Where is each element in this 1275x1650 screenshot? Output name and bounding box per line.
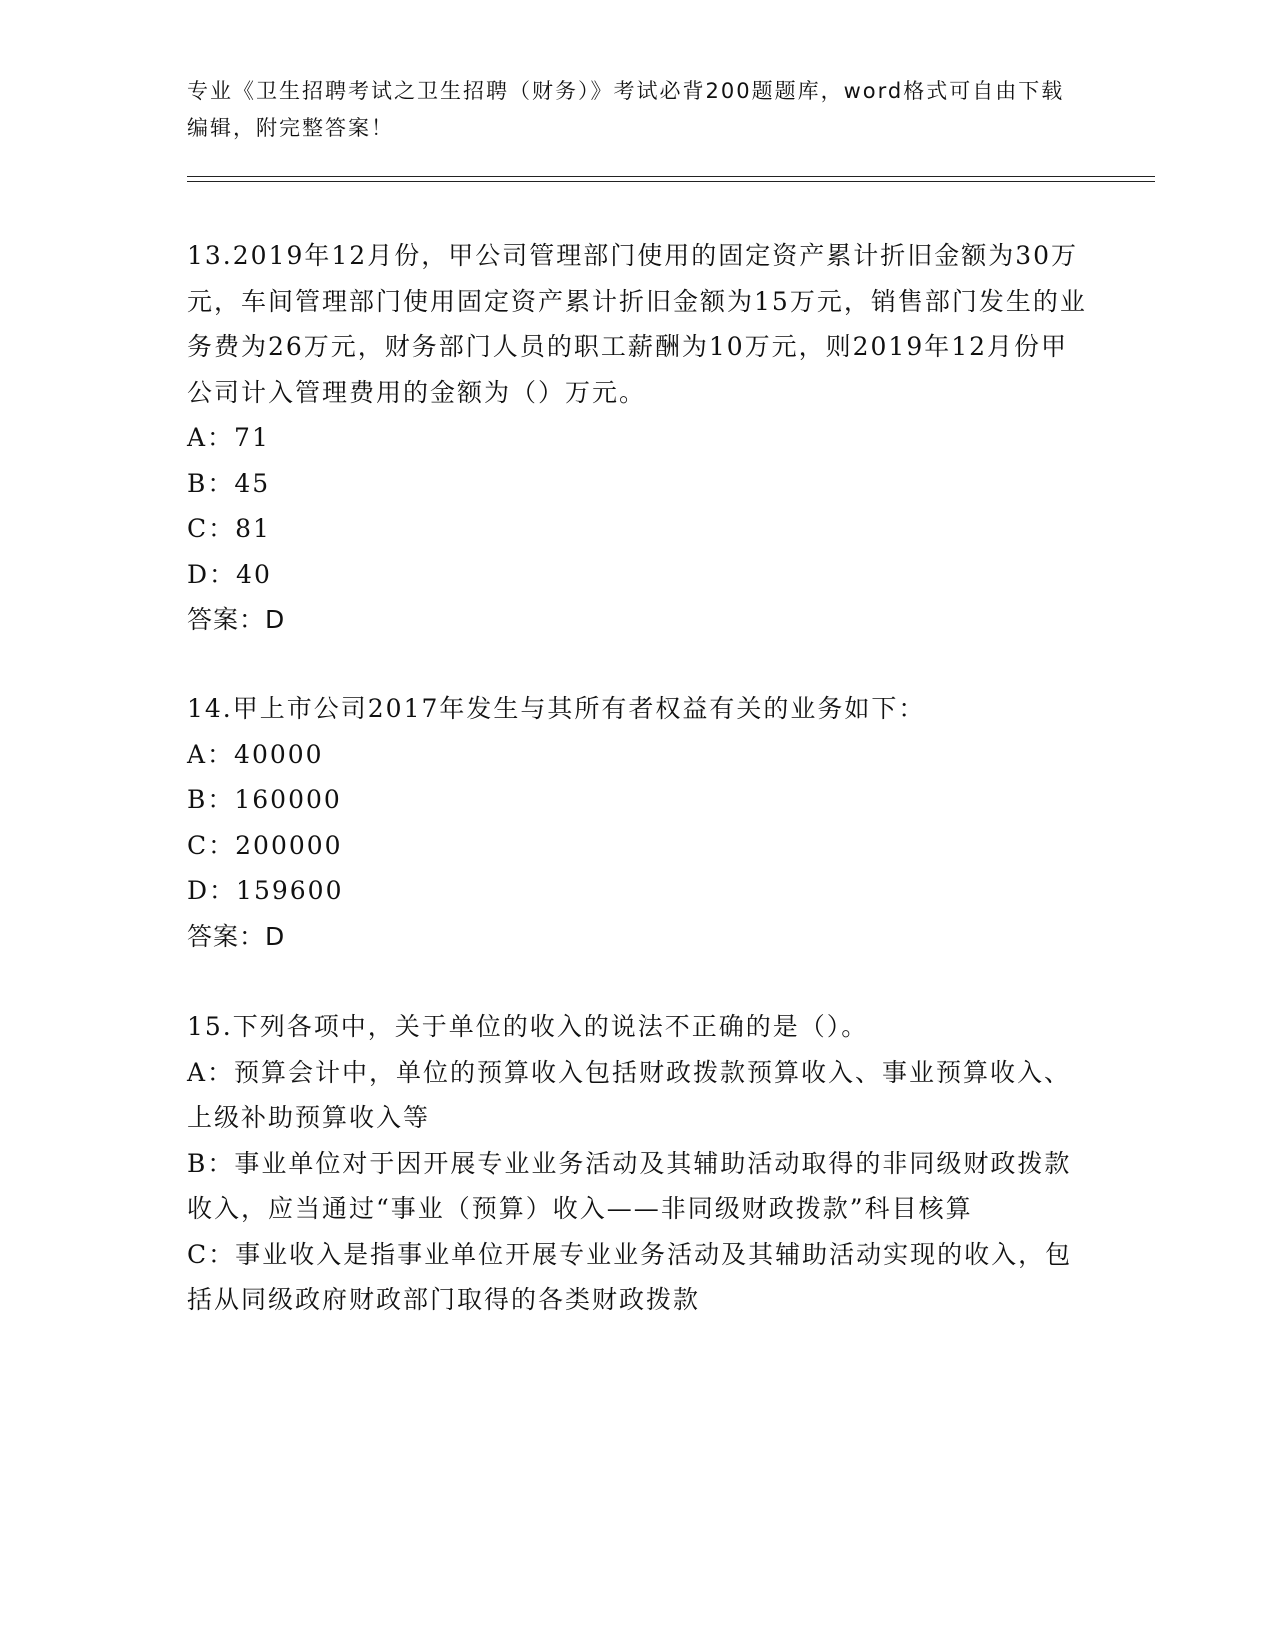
question-14 bbox=[187, 686, 1087, 959]
question-stem: 13.2019年12月份，甲公司管理部门使用的固定资产累计折旧金额为30万元，车间管理部门使用固定资产累计折旧金额为15万元，销售部门发生的业务费为26万元，财务部门人员的职工薪酬为10万元，则2019年12月份甲公司计入管理费用的金额为（）万元。 bbox=[187, 241, 1087, 407]
question-stem: 14.甲上市公司2017年发生与其所有者权益有关的业务如下： bbox=[187, 694, 926, 723]
page-header: 专业《卫生招聘考试之卫生招聘（财务）》考试必背200题题库，word格式可自由下载编辑，附完整答案！ bbox=[187, 79, 1065, 140]
question-13 bbox=[187, 233, 1087, 643]
option-b: B：45 bbox=[187, 468, 271, 498]
option-c: C：200000 bbox=[187, 830, 343, 860]
option-b: B：事业单位对于因开展专业业务活动及其辅助活动取得的非同级财政拨款收入，应当通过“事业（预算）收入——非同级财政拨款”科目核算 bbox=[187, 1148, 1072, 1223]
option-c: C：81 bbox=[187, 514, 271, 543]
question-stem: 15.下列各项中，关于单位的收入的说法不正确的是（）。 bbox=[187, 1012, 869, 1041]
option-c: C：事业收入是指事业单位开展专业业务活动及其辅助活动实现的收入，包括从同级政府财政部门取得的各类财政拨款 bbox=[187, 1239, 1073, 1314]
option-a: A：71 bbox=[187, 423, 270, 452]
question-15 bbox=[187, 1004, 1087, 1323]
header-double-rule bbox=[187, 176, 1155, 182]
option-d: D：159600 bbox=[187, 876, 344, 905]
option-d: D：40 bbox=[187, 559, 272, 589]
answer-line: 答案：D bbox=[187, 605, 286, 634]
answer-line: 答案：D bbox=[187, 921, 286, 951]
option-a: A：40000 bbox=[187, 739, 324, 769]
option-b: B：160000 bbox=[187, 785, 342, 814]
option-a: A：预算会计中，单位的预算收入包括财政拨款预算收入、事业预算收入、上级补助预算收入等 bbox=[187, 1057, 1072, 1132]
